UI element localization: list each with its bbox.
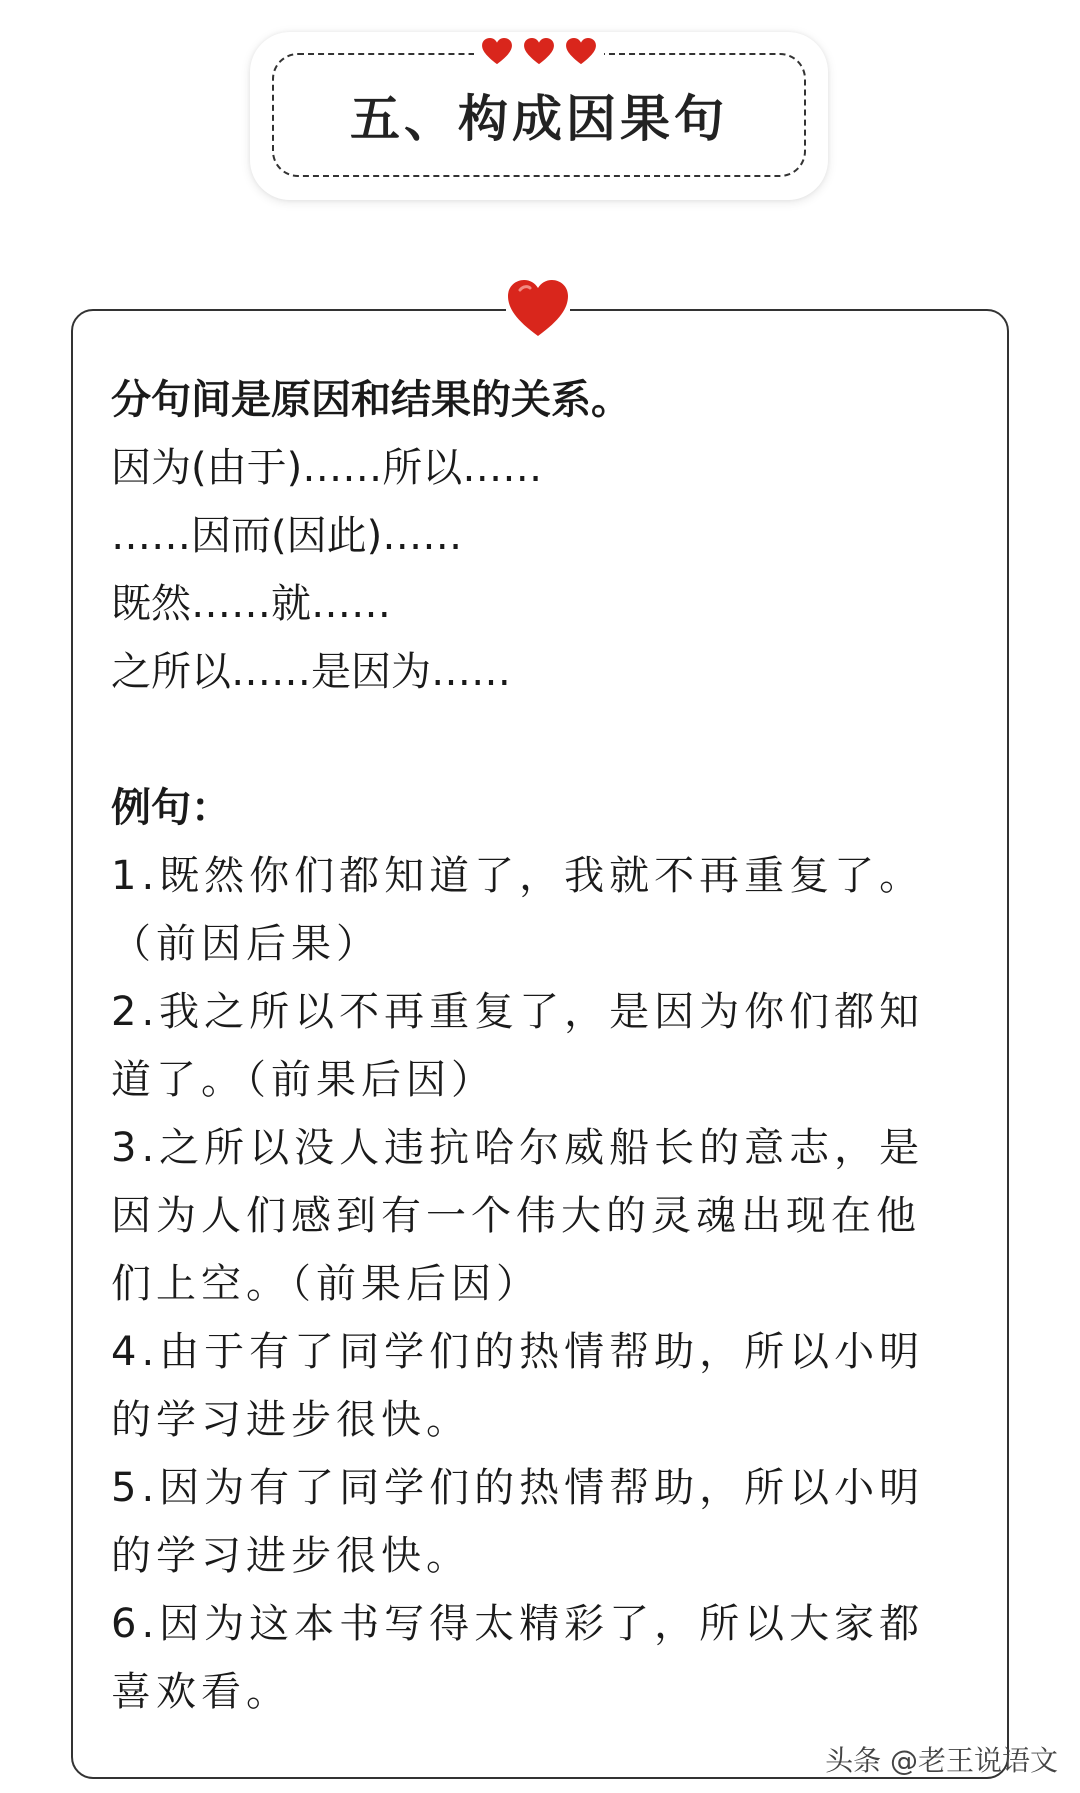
- title-hearts: [474, 38, 604, 72]
- card-content: [111, 366, 971, 1726]
- example-line: 5.因为有了同学们的热情帮助，所以小明: [111, 1465, 925, 1511]
- example-line: 们上空。（前果后因）: [111, 1261, 541, 1307]
- example-line: 3.之所以没人违抗哈尔威船长的意志，是: [111, 1125, 925, 1171]
- pattern-line: 既然……就……: [111, 581, 391, 627]
- example-line: 的学习进步很快。: [111, 1533, 471, 1579]
- example-line: 2.我之所以不再重复了，是因为你们都知: [111, 989, 925, 1035]
- pattern-line: ……因而(因此)……: [111, 513, 463, 559]
- example-line: 因为人们感到有一个伟大的灵魂出现在他: [111, 1193, 921, 1239]
- pattern-line: 之所以……是因为……: [111, 649, 511, 695]
- heart-icon: [566, 38, 596, 66]
- page-title: 五、构成因果句: [350, 90, 728, 148]
- heart-icon: [506, 278, 570, 340]
- examples-heading: 例句：: [111, 785, 231, 831]
- example-line: 6.因为这本书写得太精彩了，所以大家都: [111, 1601, 925, 1647]
- intro-text: 分句间是原因和结果的关系。: [111, 377, 631, 423]
- spacer: [111, 706, 971, 774]
- heart-icon: [482, 38, 512, 66]
- example-line: 4.由于有了同学们的热情帮助，所以小明: [111, 1329, 925, 1375]
- example-line: 道了。（前果后因）: [111, 1057, 496, 1103]
- example-line: （前因后果）: [111, 921, 381, 967]
- watermark: 头条 @老王说语文: [825, 1744, 1058, 1777]
- example-line: 1.既然你们都知道了，我就不再重复了。: [111, 853, 925, 899]
- example-line: 的学习进步很快。: [111, 1397, 471, 1443]
- pattern-line: 因为(由于)……所以……: [111, 445, 543, 491]
- heart-icon: [524, 38, 554, 66]
- example-line: 喜欢看。: [111, 1669, 291, 1715]
